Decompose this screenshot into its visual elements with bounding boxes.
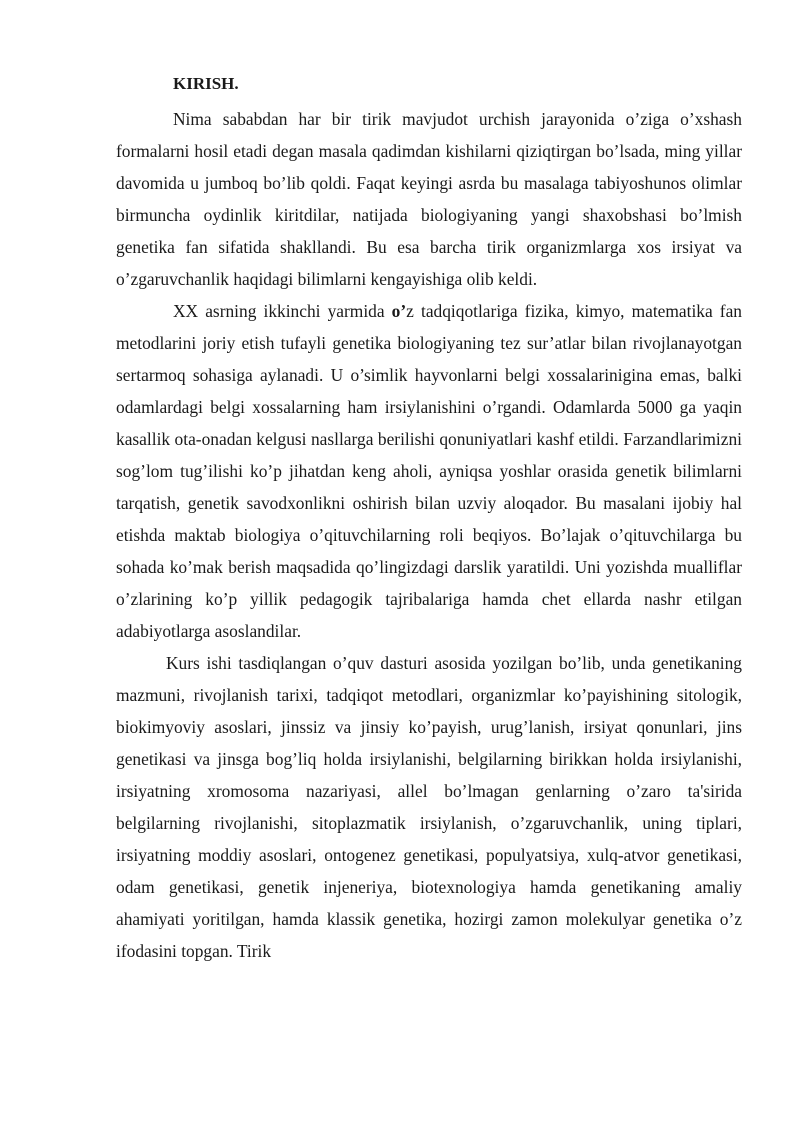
paragraph-3: Kurs ishi tasdiqlangan o’quv dasturi asosida yozilgan bo’lib, unda genetikaning mazmuni, rivojlanish tarixi, tadqiqot metodlari, organizmlar ko’payishining sitologik, biokimyoviy asoslari, jinssiz va jinsiy ko’payish, urug’lanish, irsiyat qonunlari, jins genetikasi va jinsga bog’liq holda irsiylanishi, belgilarning birikkan holda irsiylanishi, irsiyatning xromosoma nazariyasi, allel bo’lmagan genlarning o’zaro ta'sirida belgilarning rivojlanishi, sitoplazmatik irsiylanish, o’zgaruvchanlik, uning tiplari, irsiyatning moddiy asoslari, ontogenez genetikasi, populyatsiya, xulq-atvor genetikasi, odam genetikasi, genetik injeneriya, biotexnologiya hamda genetikaning amaliy ahamiyati yoritilgan, hamda klassik genetika, hozirgi zamon molekulyar genetika o’z ifodasini topgan. Tirik	[116, 653, 742, 961]
paragraph-2-rest: z tadqiqotlariga fizika, kimyo, matematika fan metodlarini joriy etish tufayli genetika biologiyaning tez sur’atlar bilan rivojlanayotgan sertarmoq sohasiga aylanadi. U o’simlik hayvonlarni belgi xossalarinigina emas, balki odamlardagi belgi xossalarning ham irsiylanishini o’rgandi. Odamlarda 5000 ga yaqin kasallik ota-onadan kelgusi nasllarga berilishi qonuniyatlari kashf etildi. Farzandlarimizni sog’lom tug’ilishi ko’p jihatdan keng aholi, ayniqsa yoshlar orasida genetik bilimlarni tarqatish, genetik savodxonlikni oshirish bilan uzviy aloqador. Bu masalani ijobiy hal etishda maktab biologiya o’qituvchilarning roli beqiyos. Bo’lajak o’qituvchilarga bu sohada ko’mak berish maqsadida qo’lingizdagi darslik yaratildi. Uni yozishda mualliflar o’zlarining ko’p yillik pedagogik tajribalariga hamda chet ellarda nashr etilgan adabiyotlarga asoslandilar.	[116, 301, 742, 641]
paragraph-2-start: XX asrning ikkinchi yarmida	[173, 301, 392, 321]
paragraph-2-bold: o’	[391, 301, 407, 321]
document-page	[116, 72, 742, 967]
paragraph-2	[116, 295, 742, 647]
section-heading: KIRISH.	[173, 74, 239, 93]
paragraph-1: Nima sababdan har bir tirik mavjudot urchish jarayonida o’ziga o’xshash formalarni hosil etadi degan masala qadimdan kishilarni qiziqtirgan bo’lsada, ming yillar davomida u jumboq bo’lib qoldi. Faqat keyingi asrda bu masalaga tabiyoshunos olimlar birmuncha oydinlik kiritdilar, natijada biologiyaning yangi shaxobshasi bo’lmish genetika fan sifatida shakllandi. Bu esa barcha tirik organizmlarga xos irsiyat va o’zgaruvchanlik haqidagi bilimlarni kengayishiga olib keldi.	[116, 109, 742, 289]
